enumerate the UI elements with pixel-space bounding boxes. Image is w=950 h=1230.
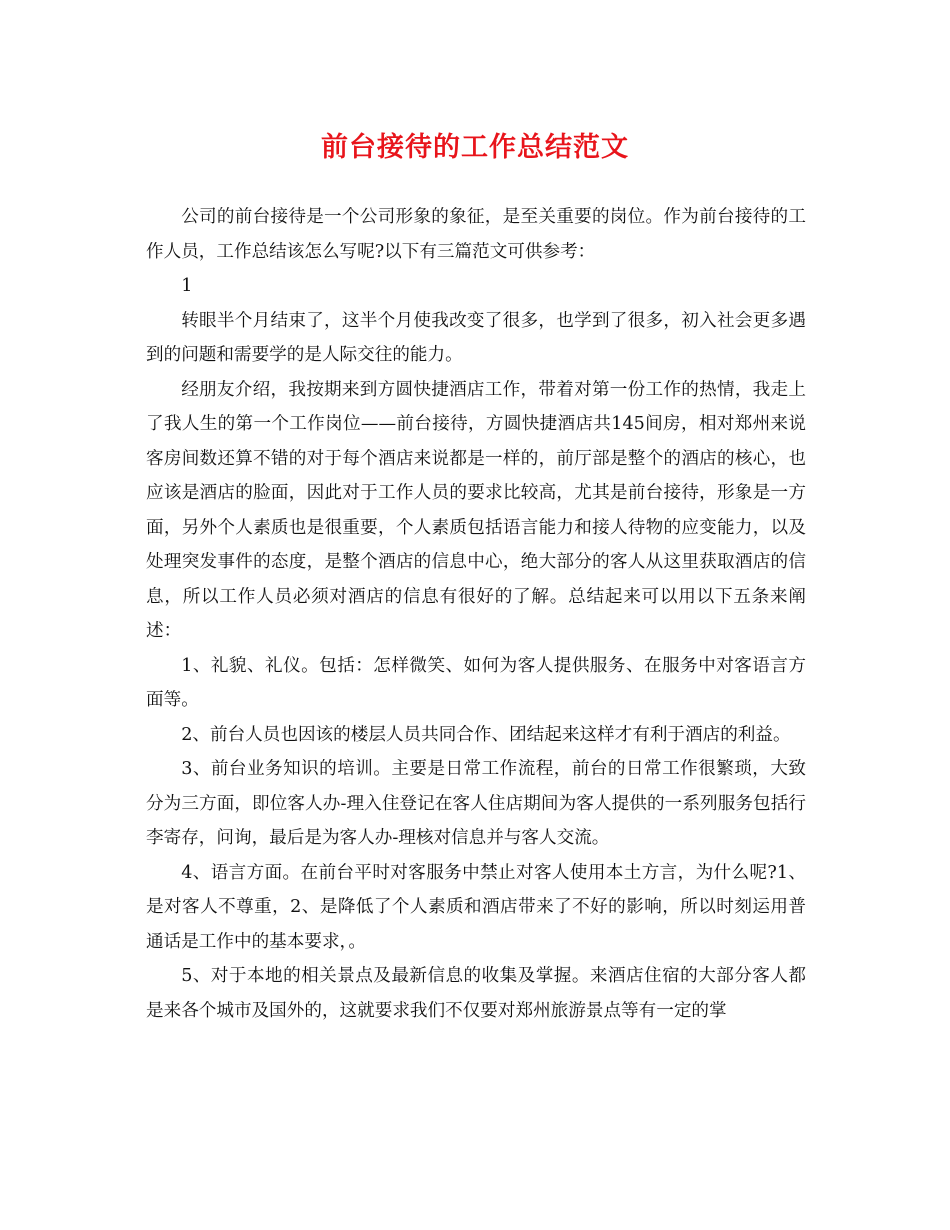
paragraph-hotel-intro: 经朋友介绍，我按期来到方圆快捷酒店工作，带着对第一份工作的热情，我走上了我人生的第一个工作岗位——前台接待，方圆快捷酒店共145间房，相对郑州来说客房间数还算不错的对于每个酒店来说都是一样的，前厅部是整个的酒店的核心，也应该是酒店的脸面，因此对于工作人员的要求比较高，尤其是前台接待，形象是一方面，另外个人素质也是很重要，个人素质包括语言能力和接人待物的应变能力，以及处理突发事件的态度，是整个酒店的信息中心，绝大部分的客人从这里获取酒店的信息，所以工作人员必须对酒店的信息有很好的了解。总结起来可以用以下五条来阐述： bbox=[146, 379, 806, 641]
document-body bbox=[146, 200, 806, 1028]
paragraph-point-4: 4、语言方面。在前台平时对客服务中禁止对客人使用本土方言，为什么呢?1、是对客人不尊重，2、是降低了个人素质和酒店带来了不好的影响，所以时刻运用普通话是工作中的基本要求，。 bbox=[146, 862, 806, 952]
document-title: 前台接待的工作总结范文 bbox=[321, 132, 629, 163]
paragraph-opening: 转眼半个月结束了，这半个月使我改变了很多，也学到了很多，初入社会更多遇到的问题和需要学的是人际交往的能力。 bbox=[146, 310, 806, 365]
paragraph-intro: 公司的前台接待是一个公司形象的象征，是至关重要的岗位。作为前台接待的工作人员，工作总结该怎么写呢?以下有三篇范文可供参考： bbox=[146, 207, 806, 262]
paragraph-point-2: 2、前台人员也因该的楼层人员共同合作、团结起来这样才有利于酒店的利益。 bbox=[181, 724, 791, 745]
paragraph-section-number: 1 bbox=[181, 276, 193, 296]
paragraph-point-1: 1、礼貌、礼仪。包括：怎样微笑、如何为客人提供服务、在服务中对客语言方面等。 bbox=[146, 655, 806, 710]
paragraph-point-3: 3、前台业务知识的培训。主要是日常工作流程，前台的日常工作很繁琐，大致分为三方面，即位客人办-理入住登记在客人住店期间为客人提供的一系列服务包括行李寄存，问询，最后是为客人办-理核对信息并与客人交流。 bbox=[146, 759, 806, 848]
paragraph-point-5: 5、对于本地的相关景点及最新信息的收集及掌握。来酒店住宿的大部分客人都是来各个城市及国外的，这就要求我们不仅要对郑州旅游景点等有一定的掌 bbox=[146, 966, 806, 1021]
